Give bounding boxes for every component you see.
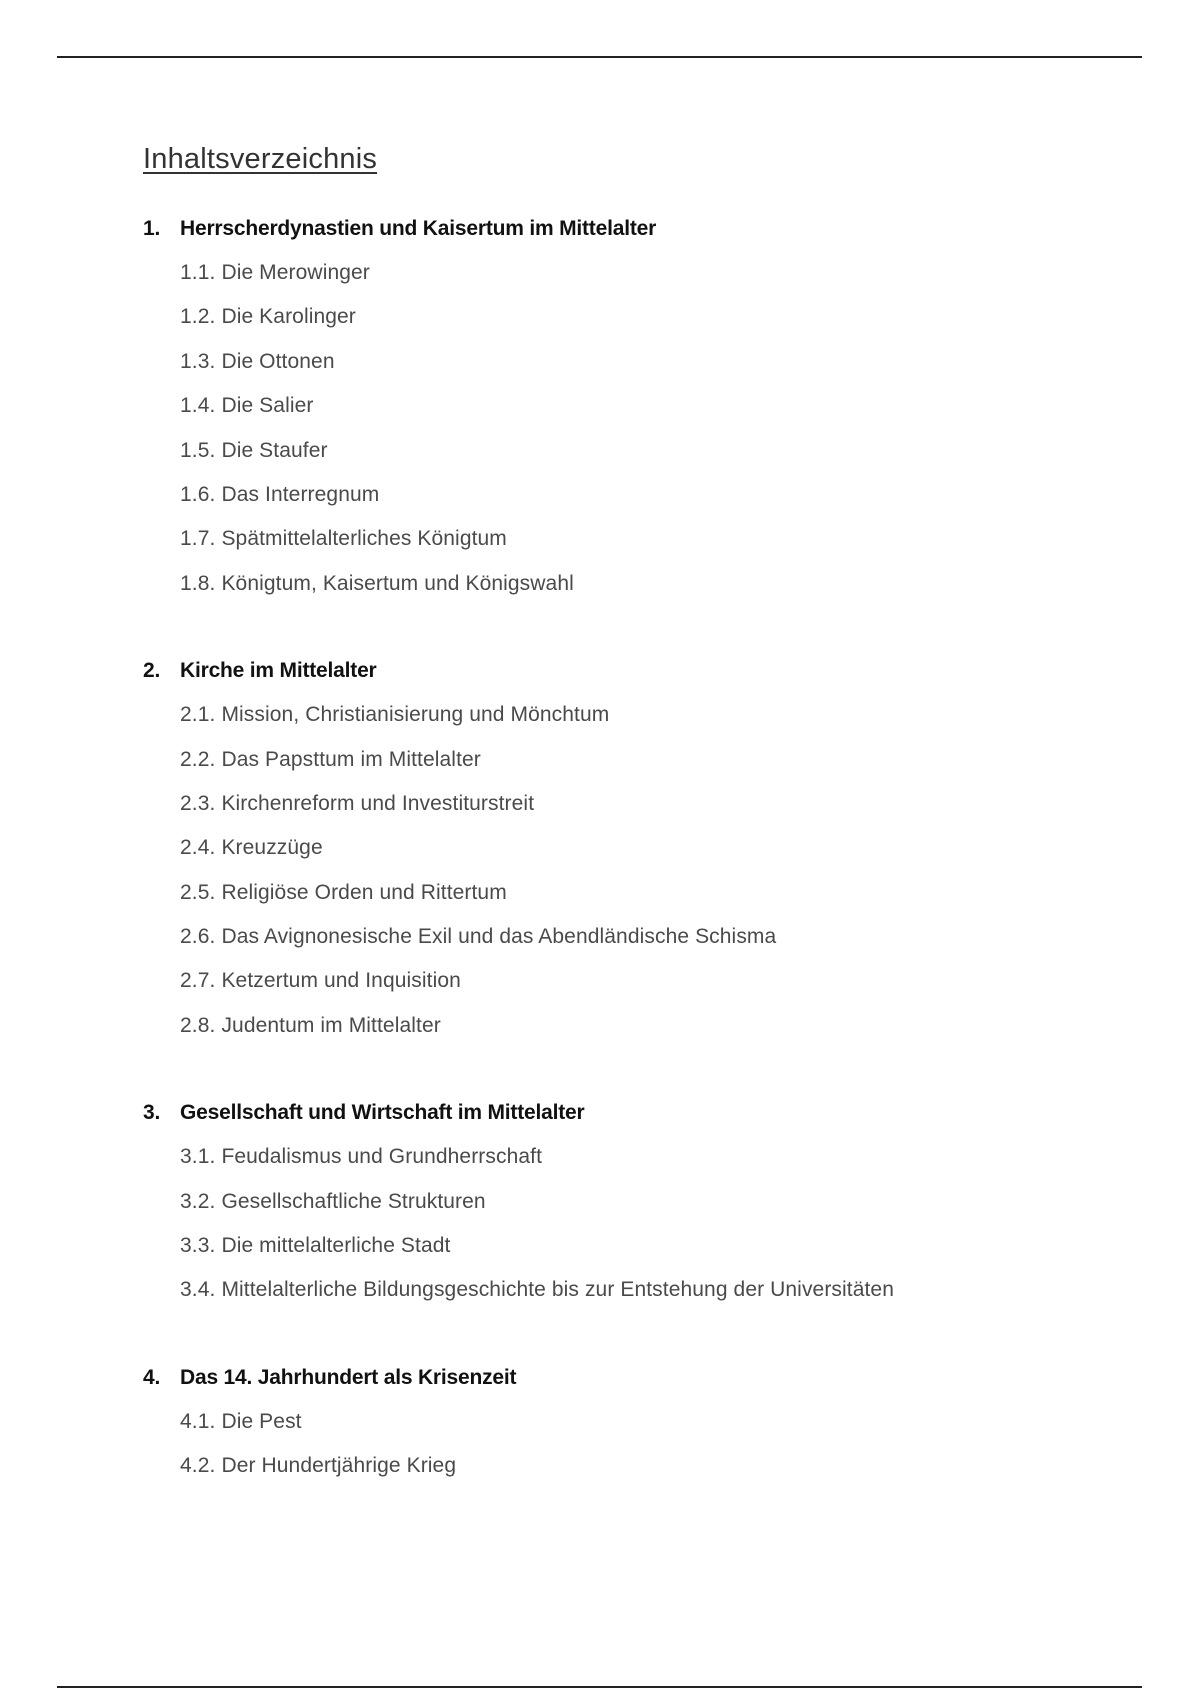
toc-section (143, 1101, 1143, 1323)
section-heading[interactable] (143, 659, 1143, 703)
toc-section (143, 217, 1143, 616)
entry-number: 1.3. (180, 349, 216, 373)
toc-entry[interactable] (143, 792, 1143, 836)
toc-entry[interactable] (143, 1014, 1143, 1058)
toc-entry[interactable] (143, 969, 1143, 1013)
entry-number: 1.2. (180, 305, 216, 329)
toc-entry[interactable] (143, 748, 1143, 792)
section-heading[interactable] (143, 1101, 1143, 1145)
toc-entry[interactable] (143, 350, 1143, 394)
toc-entry[interactable] (143, 1145, 1143, 1189)
entry-label: Judentum im Mittelalter (221, 1013, 441, 1037)
entry-number: 2.1. (180, 703, 216, 727)
entry-number: 1.5. (180, 438, 216, 462)
toc-entry[interactable] (143, 261, 1143, 305)
entry-label: Die Salier (221, 394, 314, 418)
table-of-contents (143, 217, 1143, 1542)
entry-label: Kirchenreform und Investiturstreit (221, 791, 535, 815)
entry-label: Mission, Christianisierung und Mönchtum (221, 703, 610, 727)
entry-number: 2.8. (180, 1013, 216, 1037)
entry-number: 4.1. (180, 1409, 216, 1433)
entry-label: Die Karolinger (221, 305, 356, 329)
entry-label: Ketzertum und Inquisition (221, 969, 461, 993)
entry-label: Religiöse Orden und Rittertum (221, 880, 507, 904)
entry-label: Spätmittelalterliches Königtum (221, 527, 507, 551)
entry-number: 1.7. (180, 527, 216, 551)
toc-section (143, 659, 1143, 1058)
toc-entry[interactable] (143, 305, 1143, 349)
entry-label: Mittelalterliche Bildungsgeschichte bis zur Entstehung der Universitäten (221, 1278, 894, 1302)
entry-number: 2.4. (180, 836, 216, 860)
section-title: Kirche im Mittelalter (180, 659, 377, 683)
section-number: 2. (143, 659, 161, 683)
section-number: 4. (143, 1365, 161, 1389)
entry-label: Das Avignonesische Exil und das Abendländische Schisma (221, 925, 777, 949)
toc-entry[interactable] (143, 1278, 1143, 1322)
top-rule (57, 56, 1142, 58)
entry-label: Kreuzzüge (221, 836, 323, 860)
entry-number: 1.6. (180, 482, 216, 506)
toc-entry[interactable] (143, 1190, 1143, 1234)
entry-label: Die Pest (221, 1409, 302, 1433)
entry-label: Feudalismus und Grundherrschaft (221, 1145, 543, 1169)
entry-number: 2.7. (180, 969, 216, 993)
entry-number: 1.4. (180, 394, 216, 418)
section-title: Herrscherdynastien und Kaisertum im Mittelalter (180, 217, 657, 240)
section-title: Gesellschaft und Wirtschaft im Mittelalter (180, 1101, 585, 1125)
toc-title: Inhaltsverzeichnis (143, 143, 378, 175)
entry-label: Die Ottonen (221, 349, 335, 373)
toc-entry[interactable] (143, 439, 1143, 483)
entry-label: Die Merowinger (221, 261, 370, 284)
toc-entry[interactable] (143, 394, 1143, 438)
toc-section (143, 1366, 1143, 1499)
entry-number: 2.6. (180, 925, 216, 949)
entry-label: Die Staufer (221, 438, 328, 462)
toc-entry[interactable] (143, 836, 1143, 880)
entry-label: Königtum, Kaisertum und Königswahl (221, 571, 574, 595)
toc-entry[interactable] (143, 527, 1143, 571)
toc-entry[interactable] (143, 703, 1143, 747)
entry-number: 2.2. (180, 747, 216, 771)
entry-number: 1.1. (180, 261, 216, 284)
section-number: 1. (143, 217, 161, 240)
bottom-rule (57, 1686, 1142, 1688)
section-heading[interactable] (143, 1366, 1143, 1410)
entry-label: Die mittelalterliche Stadt (221, 1234, 451, 1258)
toc-entry[interactable] (143, 1234, 1143, 1278)
toc-entry[interactable] (143, 1454, 1143, 1498)
toc-entry[interactable] (143, 925, 1143, 969)
entry-label: Das Interregnum (221, 482, 380, 506)
entry-number: 4.2. (180, 1454, 216, 1478)
entry-number: 3.1. (180, 1145, 216, 1169)
toc-entry[interactable] (143, 881, 1143, 925)
section-number: 3. (143, 1101, 161, 1125)
entry-label: Gesellschaftliche Strukturen (221, 1189, 486, 1213)
entry-label: Der Hundertjährige Krieg (221, 1454, 457, 1478)
entry-number: 3.3. (180, 1234, 216, 1258)
section-title: Das 14. Jahrhundert als Krisenzeit (180, 1365, 517, 1389)
entry-number: 1.8. (180, 571, 216, 595)
toc-entry[interactable] (143, 483, 1143, 527)
toc-entry[interactable] (143, 572, 1143, 616)
section-heading[interactable] (143, 217, 1143, 261)
entry-number: 2.3. (180, 791, 216, 815)
entry-label: Das Papsttum im Mittelalter (221, 747, 481, 771)
toc-entry[interactable] (143, 1410, 1143, 1454)
entry-number: 3.4. (180, 1278, 216, 1302)
entry-number: 2.5. (180, 880, 216, 904)
entry-number: 3.2. (180, 1189, 216, 1213)
